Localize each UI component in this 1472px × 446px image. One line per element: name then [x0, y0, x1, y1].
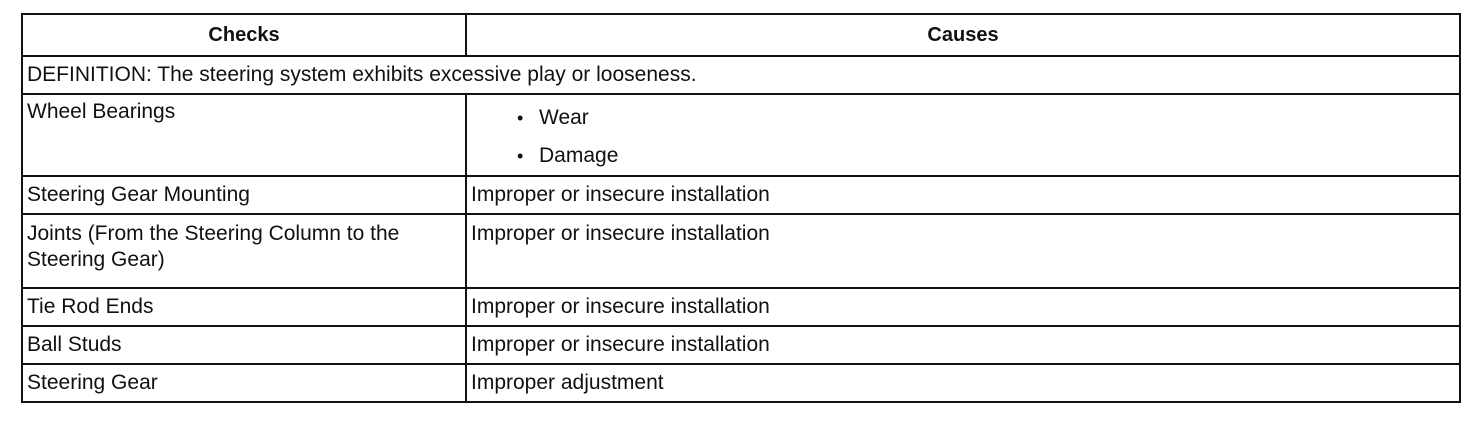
cause-cell: Improper or insecure installation	[466, 288, 1460, 326]
causes-header: Causes	[466, 14, 1460, 56]
bullet-icon: •	[517, 146, 524, 166]
table-row	[22, 288, 1460, 326]
cause-cell	[466, 94, 1460, 176]
definition-row	[22, 56, 1460, 94]
check-cell: Joints (From the Steering Column to the Steering Gear)	[22, 214, 466, 288]
cause-list	[471, 99, 1455, 175]
list-item	[511, 137, 1455, 175]
cause-cell: Improper or insecure installation	[466, 214, 1460, 288]
check-cell: Steering Gear	[22, 364, 466, 402]
check-cell: Tie Rod Ends	[22, 288, 466, 326]
cause-cell: Improper or insecure installation	[466, 326, 1460, 364]
check-cell: Ball Studs	[22, 326, 466, 364]
table-row	[22, 364, 1460, 402]
checks-header: Checks	[22, 14, 466, 56]
bullet-icon: •	[517, 108, 524, 128]
cause-text: Wear	[539, 106, 589, 129]
table-row	[22, 176, 1460, 214]
cause-text: Damage	[539, 144, 619, 167]
definition-text: DEFINITION: The steering system exhibits excessive play or looseness.	[22, 56, 1460, 94]
table-row	[22, 214, 1460, 288]
header-row	[22, 14, 1460, 56]
check-cell: Steering Gear Mounting	[22, 176, 466, 214]
diagnosis-table	[21, 13, 1461, 403]
table-row	[22, 94, 1460, 176]
check-cell: Wheel Bearings	[22, 94, 466, 176]
cause-cell: Improper adjustment	[466, 364, 1460, 402]
list-item	[511, 99, 1455, 137]
table-row	[22, 326, 1460, 364]
cause-cell: Improper or insecure installation	[466, 176, 1460, 214]
